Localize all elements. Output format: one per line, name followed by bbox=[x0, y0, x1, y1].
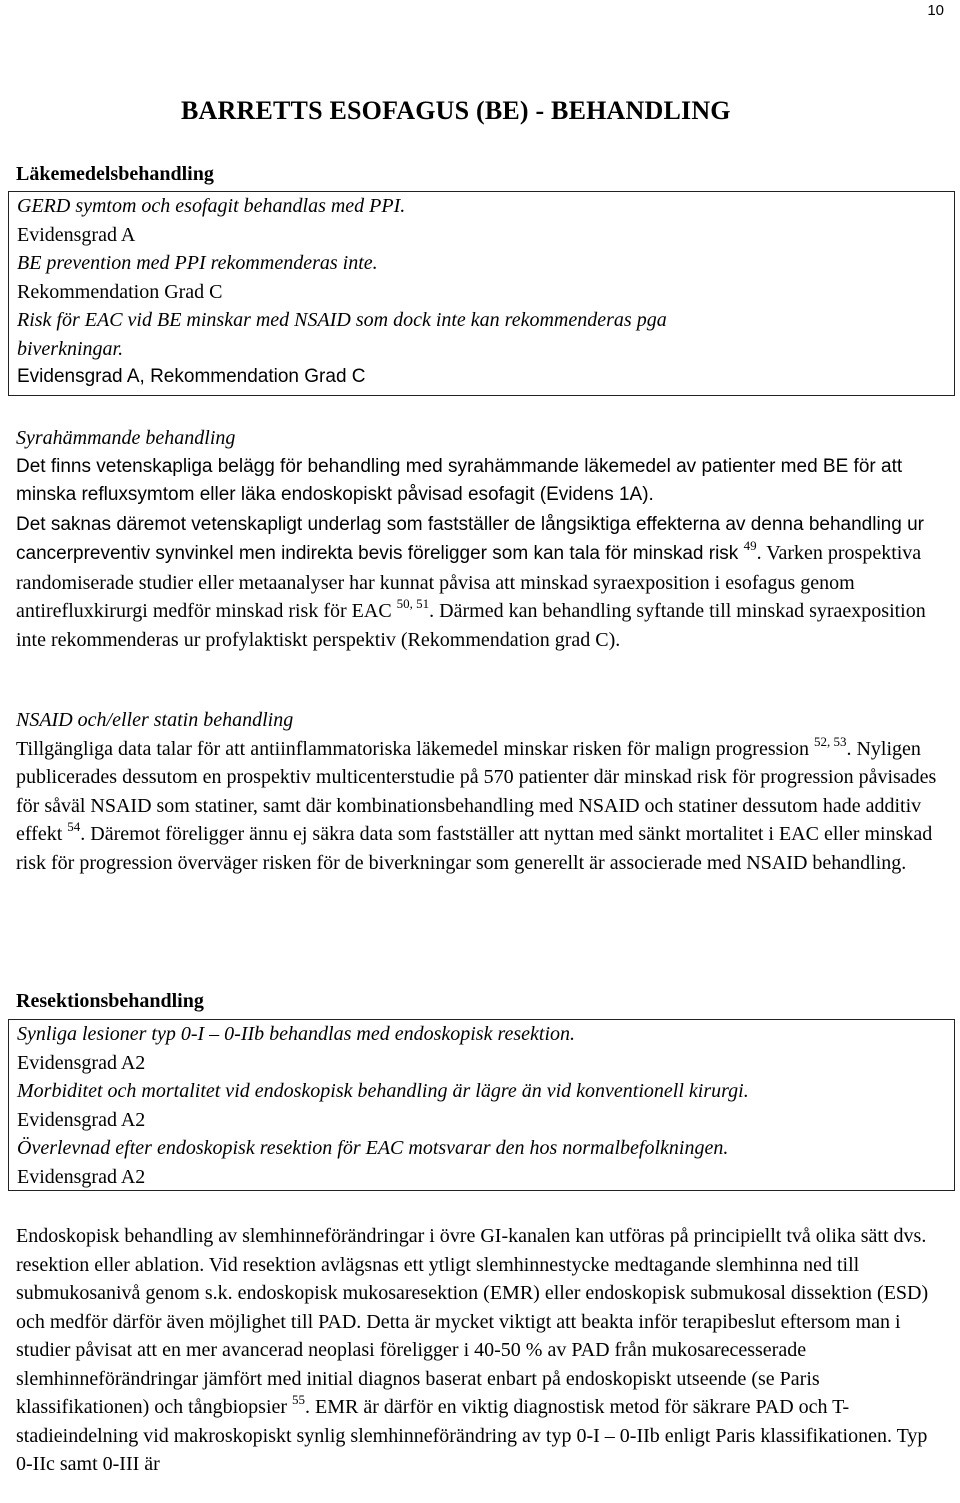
nsaid-paragraph bbox=[16, 735, 946, 878]
lakemedel-heading: Läkemedelsbehandling bbox=[16, 163, 214, 185]
lakemedel-recommendation-box bbox=[8, 191, 955, 396]
evidence-line: Evidensgrad A2 bbox=[17, 1051, 146, 1074]
recommendation-line: Överlevnad efter endoskopisk resektion för EAC motsvarar den hos normalbefolkningen. bbox=[17, 1137, 729, 1159]
resektion-heading: Resektionsbehandling bbox=[16, 990, 204, 1012]
evidence-line: Evidensgrad A bbox=[17, 223, 136, 246]
reference-number: 55 bbox=[292, 1392, 306, 1407]
recommendation-line: GERD symtom och esofagit behandlas med PPI. bbox=[17, 195, 406, 217]
paragraph-text: Endoskopisk behandling av slemhinneförändringar i övre GI-kanalen kan utföras på principiellt två olika sätt dvs. resektion eller ablation. Vid resektion avlägsnas ett ytligt slemhinnestycke medtagande slemhinna ned till submukosanivå genom s.k. endoskopisk mukosaresektion (EMR) eller endoskopisk submukosal dissektion (ESD) och medför därför även möjlighet till PAD. Detta är mycket viktigt att beakta inför terapibeslut eftersom man i studier påvisat att en mer avancerad neoplasi föreligger i 40-50 % av PAD från mukosarecesserade slemhinneförändringar jämfört med initial diagnos baserat enbart på endoskopiskt utseende (se Paris klassifikationen) och tångbiopsier bbox=[16, 1225, 929, 1418]
syrahammande-paragraph-2 bbox=[16, 510, 946, 655]
reference-number: 50, 51 bbox=[396, 596, 430, 611]
paragraph-text: . Nyligen publicerades dessutom en prospektiv multicenterstudie på 570 patienter där minskad risk för progression påvisades för såväl NSAID som statiner, samt där kombinationsbehandling med NSAID och statiner dessutom hade additiv effekt bbox=[16, 737, 937, 845]
nsaid-subheading: NSAID och/eller statin behandling bbox=[16, 709, 294, 731]
recommendation-line: Synliga lesioner typ 0-I – 0-IIb behandlas med endoskopisk resektion. bbox=[17, 1023, 576, 1045]
reference-number: 52, 53 bbox=[813, 733, 847, 749]
evidence-line: Rekommendation Grad C bbox=[17, 280, 223, 303]
reference-number: 54 bbox=[67, 819, 81, 834]
nsaid-section bbox=[16, 706, 946, 877]
recommendation-line: Morbiditet och mortalitet vid endoskopisk behandling är lägre än vid konventionell kirurgi. bbox=[17, 1080, 749, 1102]
syrahammande-section bbox=[16, 424, 946, 654]
evidence-line: Evidensgrad A2 bbox=[17, 1108, 146, 1131]
evidence-line: Evidensgrad A, Rekommendation Grad C bbox=[17, 366, 366, 387]
endoskopisk-section bbox=[16, 1222, 946, 1479]
resektion-recommendation-box bbox=[8, 1019, 955, 1191]
paragraph-text: . Varken prospektiva randomiserade studier eller metaanalyser har kunnat påvisa att minskad syraexposition i esofagus genom antirefluxkirurgi medför minskad risk för EAC bbox=[16, 542, 922, 622]
paragraph-text: Tillgängliga data talar för att antiinflammatoriska läkemedel minskar risken för malign progression bbox=[16, 737, 814, 760]
syrahammande-paragraph-1: Det finns vetenskapliga belägg för behandling med syrahämmande läkemedel av patienter med BE för att minska refluxsymtom eller läka endoskopiskt påvisad esofagit (Evidens 1A). bbox=[16, 455, 903, 505]
recommendation-line: BE prevention med PPI rekommenderas inte. bbox=[17, 252, 378, 274]
paragraph-text: . Däremot föreligger ännu ej säkra data som fastställer att nyttan med sänkt mortalitet i EAC eller minskad risk för progression överväger risken för de biverkningar som generellt är associerade med NSAID behandling. bbox=[16, 823, 933, 874]
paragraph-text: Det saknas däremot vetenskapligt underlag som fastställer de långsiktiga effekterna av denna behandling ur cancerpreventiv synvinkel men indirekta bevis föreligger som kan tala för minskad risk bbox=[16, 513, 924, 564]
paragraph-text: . EMR är därför en viktig diagnostisk metod för säkrare PAD och T-stadieindelning vid makroskopiskt synlig slemhinneförändring av typ 0-I – 0-IIb enligt Paris klassifikationen. Typ 0-IIc samt 0-III är bbox=[16, 1396, 928, 1475]
reference-number: 49 bbox=[743, 538, 757, 553]
evidence-line: Evidensgrad A2 bbox=[17, 1165, 146, 1188]
paragraph-text: . Därmed kan behandling syftande till minskad syraexposition inte rekommenderas ur profylaktiskt perspektiv (Rekommendation grad C). bbox=[16, 600, 926, 651]
page-number: 10 bbox=[927, 2, 944, 19]
endoskopisk-paragraph bbox=[16, 1222, 946, 1479]
page-title: BARRETTS ESOFAGUS (BE) - BEHANDLING bbox=[181, 96, 731, 125]
syrahammande-subheading: Syrahämmande behandling bbox=[16, 427, 236, 449]
recommendation-line: biverkningar. bbox=[17, 337, 124, 360]
recommendation-line: Risk för EAC vid BE minskar med NSAID som dock inte kan rekommenderas pga bbox=[17, 309, 667, 331]
